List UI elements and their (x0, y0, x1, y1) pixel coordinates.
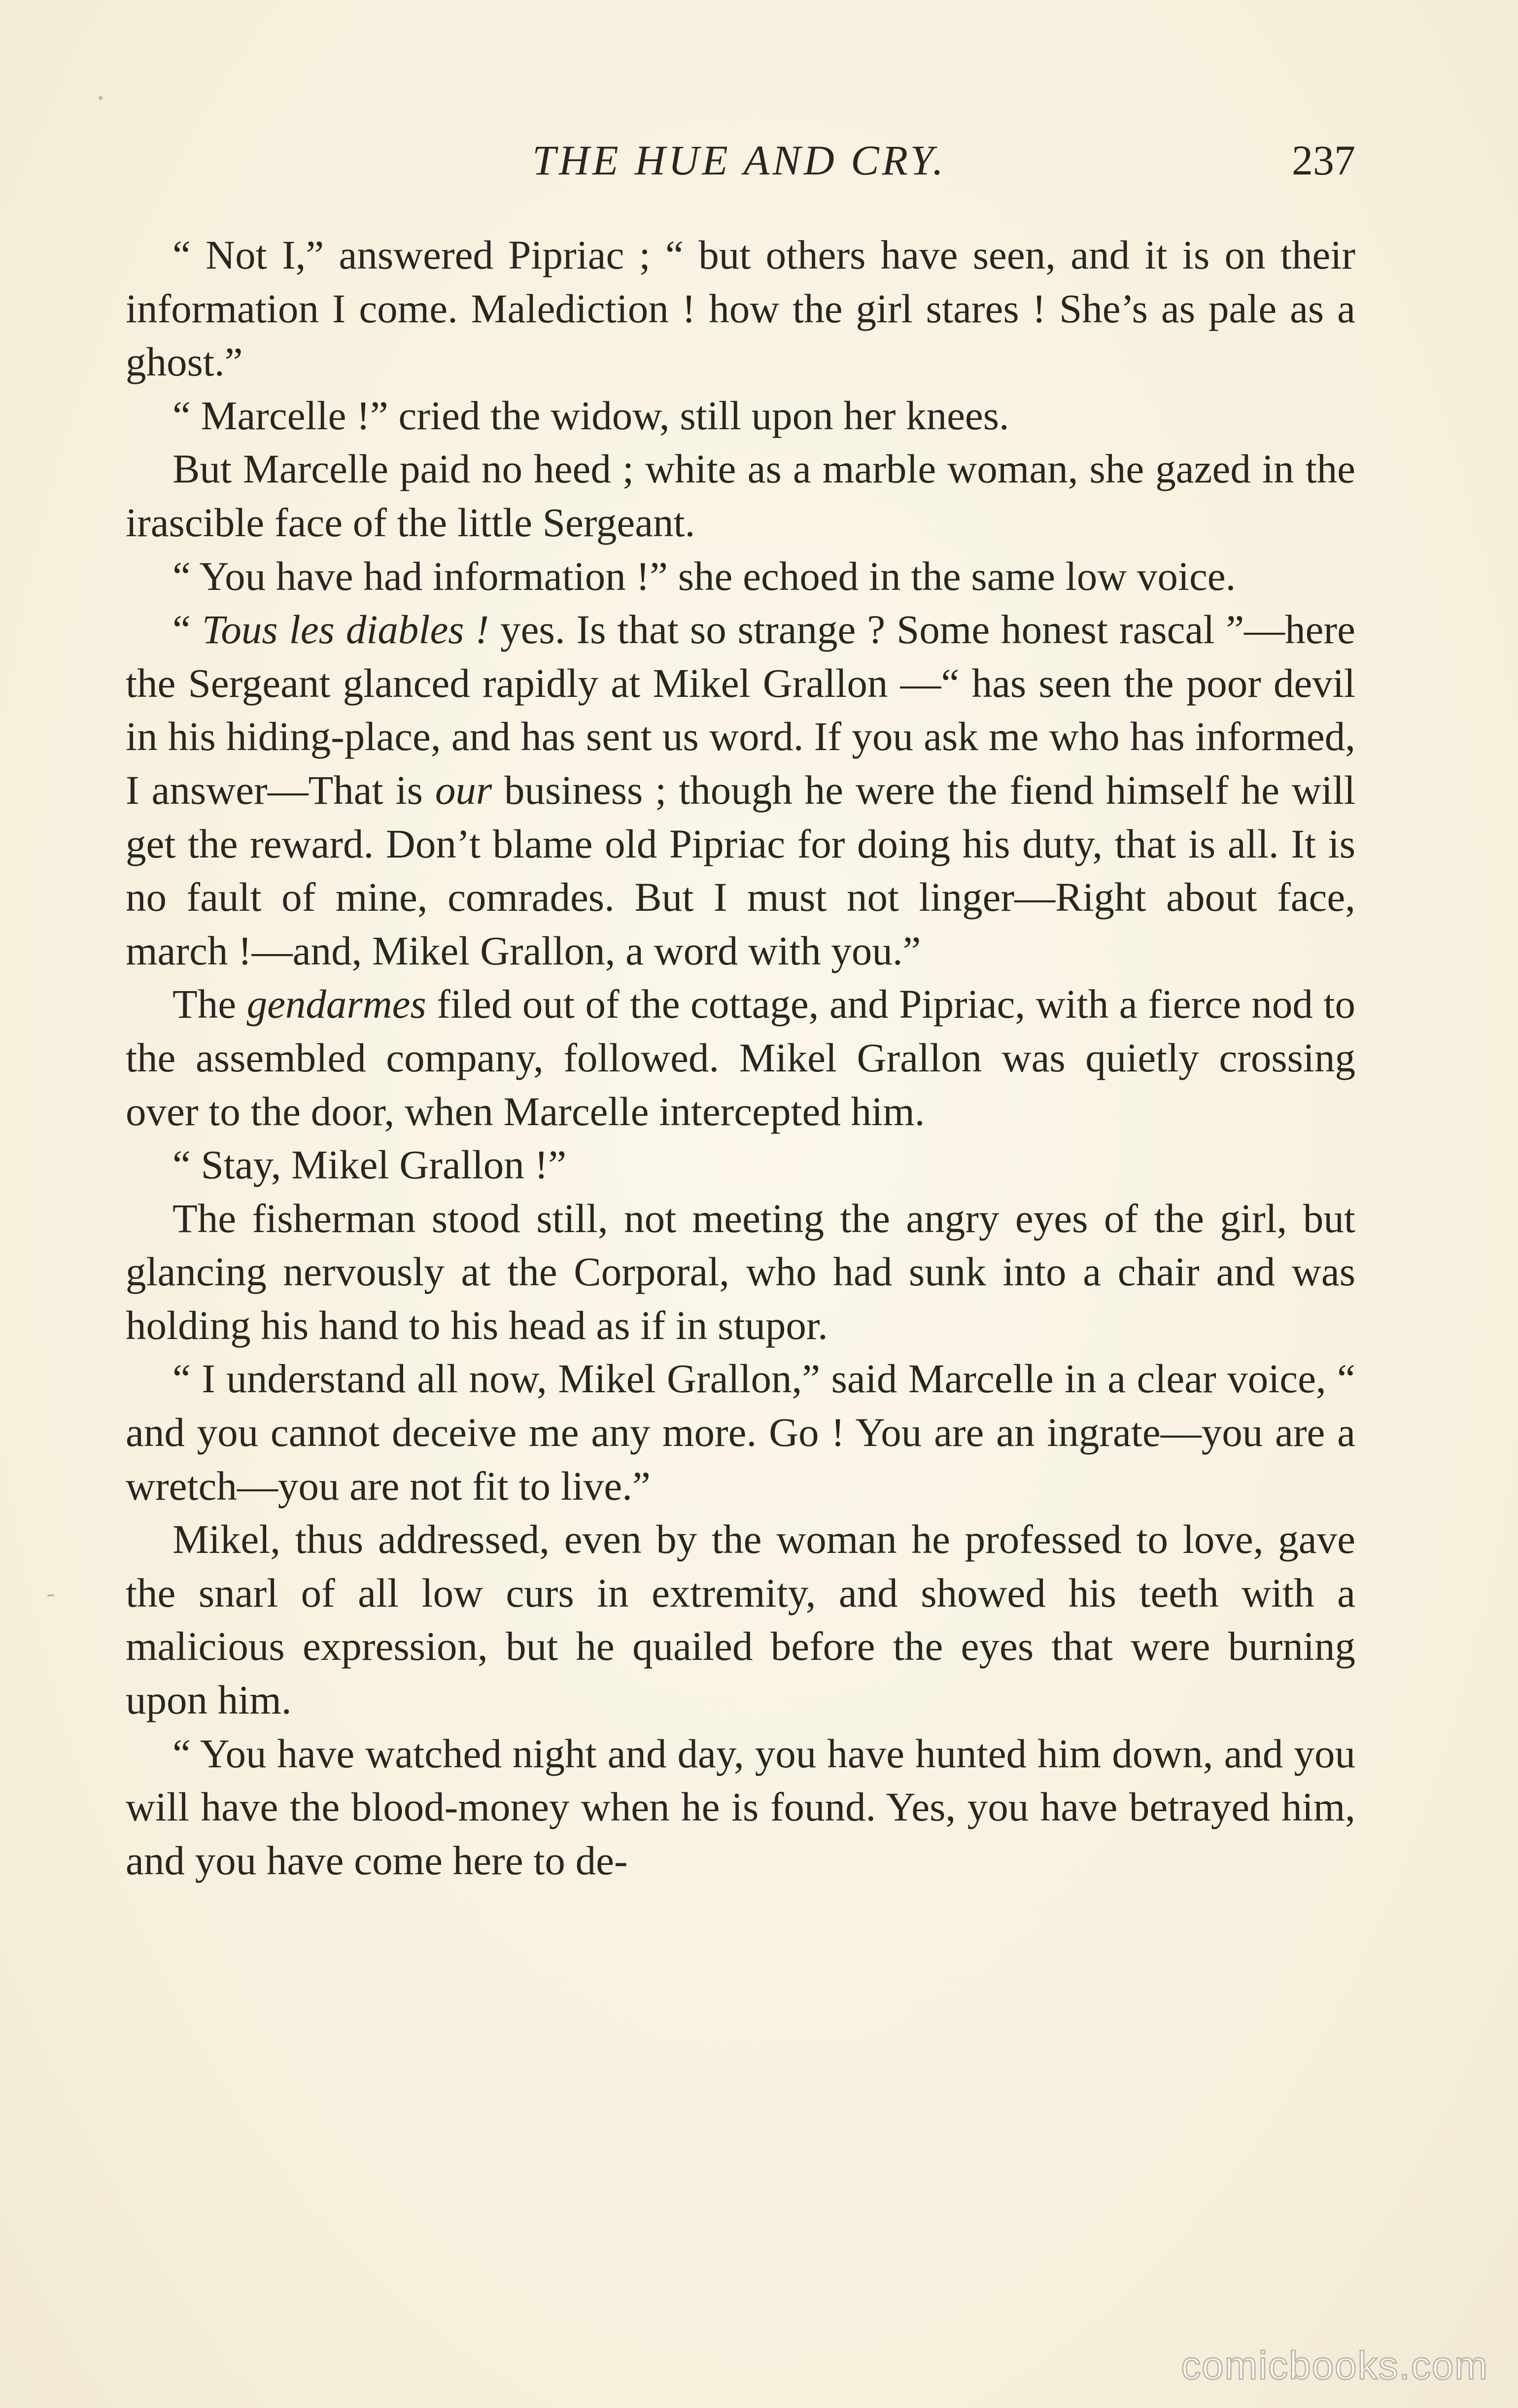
paragraph: The gendarmes filed out of the cottage, and Pipriac, with a fierce nod to the assembled company, followed. Mikel Grallon was quietly crossing over to the door, when Marcelle intercepted him. (126, 981, 1356, 1134)
paragraph: “ I understand all now, Mikel Grallon,” said Marcelle in a clear voice, “ and you cannot deceive me any more. Go ! You are an ingrate—you are a wretch—you are not fit to live.” (126, 1356, 1355, 1509)
paragraph: “ Tous les diables ! yes. Is that so strange ? Some honest rascal ”—here the Sergeant glanced rapidly at Mikel Grallon —“ has seen the poor devil in his hiding-place, and has sent us word. If you ask me who has informed, I answer—That is our business ; though he were the fiend himself he will get the reward. Don’t blame old Pipriac for doing his duty, that is all. It is no fault of mine, comrades. But I must not linger—Right about face, march !—and, Mikel Grallon, a word with you.” (126, 607, 1356, 973)
italic-phrase: our (435, 767, 492, 813)
paragraph: “ You have watched night and day, you have hunted him down, and you will have the blood-money when he is found. Yes, you have betrayed him, and you have come here to de- (126, 1730, 1355, 1883)
italic-phrase: gendarmes (246, 981, 426, 1027)
body-text (126, 228, 1355, 1887)
paper-speck (47, 1594, 54, 1596)
paper-speck (99, 96, 103, 100)
paragraph: But Marcelle paid no heed ; white as a marble woman, she gazed in the irascible face of the little Sergeant. (126, 446, 1355, 545)
italic-phrase: Tous les diables ! (202, 607, 489, 653)
watermark: comicbooks.com (1181, 2343, 1488, 2387)
paragraph: “ Stay, Mikel Grallon !” (172, 1142, 567, 1188)
paragraph: Mikel, thus addressed, even by the woman he professed to love, gave the snarl of all low curs in extremity, and showed his teeth with a malicious expression, but he quailed before the eyes that were burning upon him. (126, 1516, 1355, 1723)
running-head: THE HUE AND CRY. (532, 137, 946, 184)
paragraph: “ Marcelle !” cried the widow, still upon her knees. (172, 392, 1009, 438)
page-header (123, 133, 1355, 187)
paragraph: “ You have had information !” she echoed in the same low voice. (172, 553, 1236, 599)
page-number: 237 (1292, 137, 1355, 184)
paragraph: “ Not I,” answered Pipriac ; “ but others have seen, and it is on their information I come. Malediction ! how the girl stares ! She’s as pale as a ghost.” (126, 232, 1355, 385)
paragraph: The fisherman stood still, not meeting the angry eyes of the girl, but glancing nervously at the Corporal, who had sunk into a chair and was holding his hand to his head as if in stupor. (126, 1195, 1355, 1348)
